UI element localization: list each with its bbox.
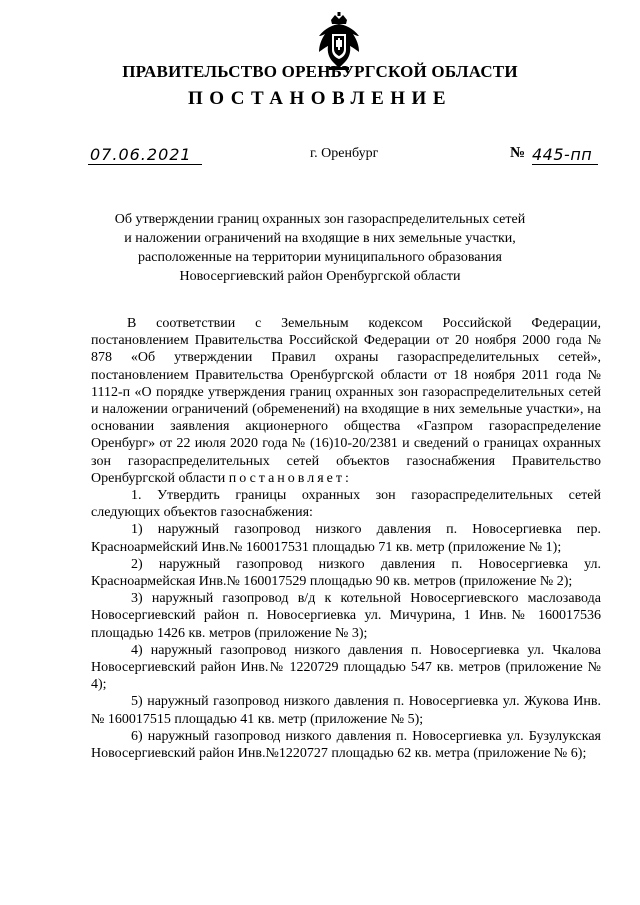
- list-item: 2) наружный газопровод низкого давления п. Новосергиевка ул. Красноармейская Инв.№ 160017529 площадью 90 кв. метров (приложение № 2);: [91, 556, 601, 590]
- list-item: 3) наружный газопровод в/д к котельной Новосергиевского маслозавода Новосергиевский район п. Новосергиевка ул. Мичурина, 1 Инв.№ 160017536 площадью 1426 кв. метров (приложение № 3);: [91, 591, 601, 641]
- preamble-paragraph: [91, 315, 601, 487]
- document-number: 445-пп: [532, 146, 598, 165]
- list-item: 5) наружный газопровод низкого давления п. Новосергиевка ул. Жукова Инв.№ 160017515 площадью 41 кв. метр (приложение № 5);: [91, 694, 601, 727]
- document-city: г. Оренбург: [310, 146, 379, 161]
- document-date: 07.06.2021: [88, 146, 202, 165]
- subject-line: расположенные на территории муниципального образования: [138, 250, 502, 265]
- preamble-text: В соответствии с Земельным кодексом Российской Федерации, постановлением Правительства Российской Федерации от 20 ноября 2000 года № 878 «Об утверждении Правил охраны газораспределительных сетей», постановлением Правительства Оренбургской области от 18 ноября 2011 года № 1112-п «О порядке утверждения границ охранных зон газораспределительных сетей и наложении ограничений (обременений) на входящие в них земельные участки», на основании заявления акционерного общества «Газпром газораспределение Оренбург» от 22 июля 2020 года № (16)10-20/2381 и сведений о границах охранных зон газораспределительных сетей объектов газоснабжения Правительство Оренбургской области: [91, 316, 601, 486]
- number-sign: №: [510, 145, 526, 161]
- subject-line: Об утверждении границ охранных зон газораспределительных сетей: [114, 212, 526, 227]
- decree-word: постановляет:: [228, 470, 352, 486]
- document-subject: [80, 210, 560, 286]
- document-type-heading: ПОСТАНОВЛЕНИЕ: [187, 88, 453, 109]
- document-body: [91, 315, 601, 762]
- list-item: 1) наружный газопровод низкого давления п. Новосергиевка пер. Красноармейский Инв.№ 160017531 площадью 71 кв. метр (приложение № 1);: [91, 522, 601, 555]
- list-item: 6) наружный газопровод низкого давления п. Новосергиевка ул. Бузулукская Новосергиевский район Инв.№1220727 площадью 62 кв. метра (приложение № 6);: [91, 728, 601, 762]
- subject-line: Новосергиевский район Оренбургской области: [179, 269, 461, 284]
- subject-line: и наложении ограничений на входящие в них земельные участки,: [124, 231, 516, 246]
- list-item: 4) наружный газопровод низкого давления п. Новосергиевка ул. Чкалова Новосергиевский район Инв.№ 1220729 площадью 547 кв. метров (приложение № 4);: [91, 642, 601, 693]
- government-title: ПРАВИТЕЛЬСТВО ОРЕНБУРГСКОЙ ОБЛАСТИ: [122, 62, 518, 81]
- point-1-paragraph: 1. Утвердить границы охранных зон газораспределительных сетей следующих объектов газоснабжения:: [91, 488, 601, 521]
